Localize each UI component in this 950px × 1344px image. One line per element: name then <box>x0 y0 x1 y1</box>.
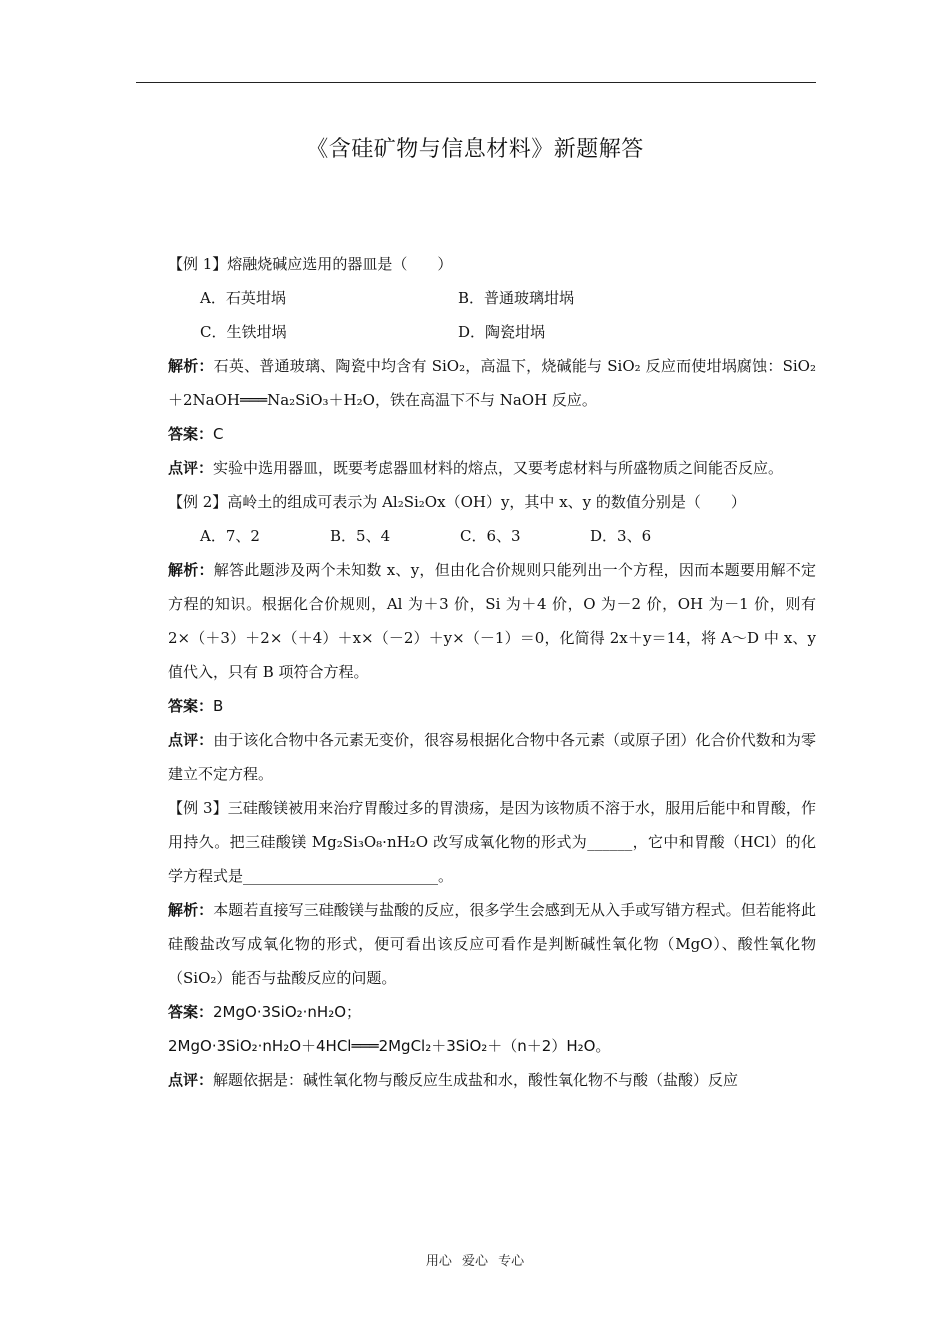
answer-text: C <box>213 425 224 443</box>
example-1-options-row-1 <box>136 281 816 315</box>
example-3-comment <box>136 1063 816 1097</box>
option-b: B．5、4 <box>330 527 391 545</box>
comment-label: 点评： <box>168 1071 214 1089</box>
example-2-answer <box>136 689 816 723</box>
comment-text: 由于该化合物中各元素无变价，很容易根据化合物中各元素（或原子团）化合价代数和为零建立不定方程。 <box>168 731 816 783</box>
answer-label: 答案： <box>168 697 214 715</box>
comment-text: 实验中选用器皿，既要考虑器皿材料的熔点，又要考虑材料与所盛物质之间能否反应。 <box>213 459 784 477</box>
example-1-answer <box>136 417 816 451</box>
example-2-analysis <box>136 553 816 689</box>
page-footer: 用心 爱心 专心 <box>425 1254 525 1269</box>
analysis-label: 解析： <box>168 901 214 919</box>
example-3-analysis <box>136 893 816 995</box>
example-2-question: 【例 2】高岭土的组成可表示为 Al₂Si₂Ox（OH）y，其中 x、y 的数值分别是（ ） <box>168 493 746 511</box>
example-2-options <box>136 519 816 553</box>
example-1-analysis <box>136 349 816 417</box>
example-3-question: 【例 3】三硅酸镁被用来治疗胃酸过多的胃溃疡，是因为该物质不溶于水，服用后能中和胃酸，作用持久。把三硅酸镁 Mg₂Si₃O₈·nH₂O 改写成氧化物的形式为______，它中和胃酸（HCl）的化学方程式是__________________________。 <box>168 799 816 885</box>
analysis-text: 解答此题涉及两个未知数 x、y，但由化合价规则只能列出一个方程，因而本题要用解不定方程的知识。根据化合价规则，Al 为＋3 价，Si 为＋4 价，O 为－2 价，OH 为－1 价，则有 2×（＋3）＋2×（＋4）＋x×（－2）＋y×（－1）＝0，化简得 2x＋y＝14，将 A～D 中 x、y 值代入，只有 B 项符合方程。 <box>168 561 816 681</box>
example-2-comment <box>136 723 816 791</box>
option-d: D．3、6 <box>590 527 652 545</box>
header-rule <box>136 82 816 83</box>
page-title: 《含硅矿物与信息材料》新题解答 <box>306 137 644 162</box>
answer-label: 答案： <box>168 1003 214 1021</box>
option-b: B．普通玻璃坩埚 <box>458 289 575 307</box>
answer-text: B <box>213 697 224 715</box>
analysis-text: 本题若直接写三硅酸镁与盐酸的反应，很多学生会感到无从入手或写错方程式。但若能将此硅酸盐改写成氧化物的形式，便可看出该反应可看作是判断碱性氧化物（MgO）、酸性氧化物（SiO₂）能否与盐酸反应的问题。 <box>168 901 816 987</box>
example-3-answer <box>136 995 816 1029</box>
answer-text: 2MgO·3SiO₂·nH₂O； <box>213 1003 362 1021</box>
comment-text: 解题依据是：碱性氧化物与酸反应生成盐和水，酸性氧化物不与酸（盐酸）反应 <box>213 1071 739 1089</box>
answer-label: 答案： <box>168 425 214 443</box>
option-c: C．生铁坩埚 <box>200 323 287 341</box>
document-body <box>136 247 816 1097</box>
analysis-text: 石英、普通玻璃、陶瓷中均含有 SiO₂，高温下，烧碱能与 SiO₂ 反应而使坩埚腐蚀：SiO₂＋2NaOH═══Na₂SiO₃＋H₂O，铁在高温下不与 NaOH 反应。 <box>168 357 816 409</box>
example-3-answer-equation: 2MgO·3SiO₂·nH₂O＋4HCl═══2MgCl₂＋3SiO₂＋（n＋2）H₂O。 <box>168 1037 611 1055</box>
option-a: A．石英坩埚 <box>200 289 286 307</box>
comment-label: 点评： <box>168 459 214 477</box>
analysis-label: 解析： <box>168 561 214 579</box>
example-1-comment <box>136 451 816 485</box>
option-c: C．6、3 <box>460 527 521 545</box>
comment-label: 点评： <box>168 731 214 749</box>
option-d: D．陶瓷坩埚 <box>458 323 546 341</box>
analysis-label: 解析： <box>168 357 214 375</box>
option-a: A．7、2 <box>200 527 260 545</box>
example-1-question: 【例 1】熔融烧碱应选用的器皿是（ ） <box>168 255 453 273</box>
example-1-options-row-2 <box>136 315 816 349</box>
